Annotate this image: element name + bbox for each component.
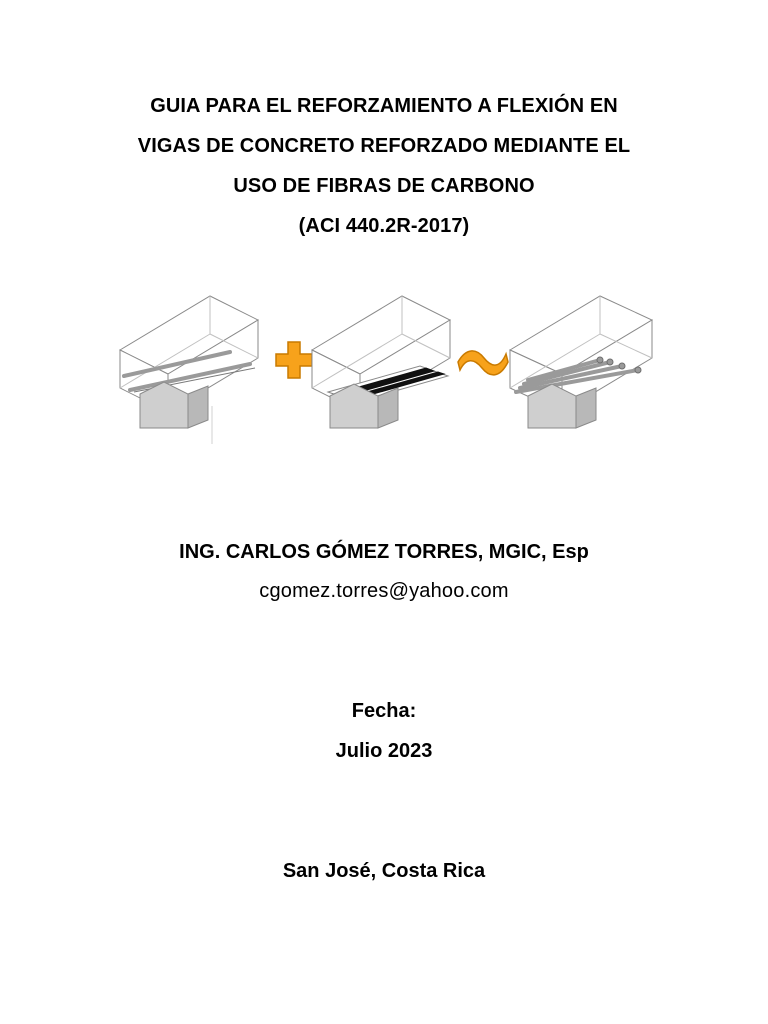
title-line-4: (ACI 440.2R-2017) [298,215,470,237]
date-value: Julio 2023 [335,740,433,762]
approx-equal-icon [458,351,508,375]
location: San José, Costa Rica [282,860,486,882]
title-line-1: GUIA PARA EL REFORZAMIENTO A FLEXIÓN EN [150,95,618,117]
beam-reinforcement-figure [112,288,664,448]
date-label: Fecha: [351,700,417,722]
beam-with-carbon-fiber-illustration [312,296,450,428]
beam-with-equivalent-steel-illustration [510,296,652,428]
document-title [0,86,768,246]
title-line-2: VIGAS DE CONCRETO REFORZADO MEDIANTE EL [137,135,631,157]
beam-with-steel-bars-illustration [120,296,258,444]
author-name: ING. CARLOS GÓMEZ TORRES, MGIC, Esp [179,541,589,563]
title-line-3: USO DE FIBRAS DE CARBONO [233,175,535,197]
author-email: cgomez.torres@yahoo.com [259,580,509,602]
plus-icon [276,342,312,378]
